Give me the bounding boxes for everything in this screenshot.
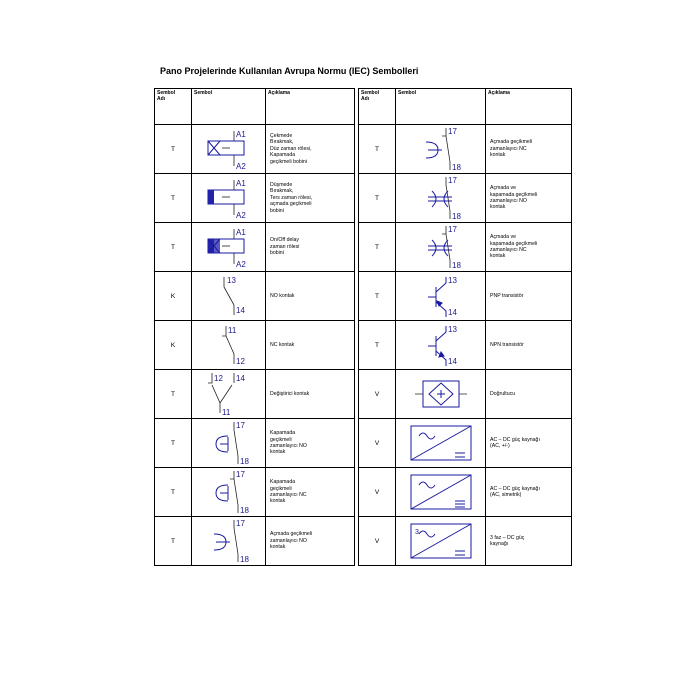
page-title: Pano Projelerinde Kullanılan Avrupa Normu (IEC) Sembolleri bbox=[160, 66, 419, 76]
delayed-open-no-icon bbox=[192, 518, 265, 564]
table-row bbox=[359, 321, 572, 370]
terminal-label: 17 bbox=[447, 127, 457, 136]
symbol-description: Kapamada geçikmeli zamanlayıcı NC kontak bbox=[266, 468, 355, 517]
symbol-cell bbox=[396, 419, 486, 468]
symbol-description: Açmada ve kapamada geçikmeli zamanlayıcı NO kontak bbox=[486, 174, 572, 223]
symbol-description: Açmada ve kapamada geçikmeli zamanlayıcı NC kontak bbox=[486, 223, 572, 272]
terminal-label: 14 bbox=[235, 306, 245, 315]
terminal-label: 17 bbox=[235, 470, 245, 479]
three-phase-dc-supply-icon bbox=[396, 518, 485, 564]
terminal-label: 14 bbox=[447, 308, 457, 317]
symbol-code: T bbox=[155, 370, 192, 419]
table-row bbox=[155, 321, 355, 370]
delayed-both-no-icon bbox=[396, 175, 485, 221]
symbol-code: K bbox=[155, 272, 192, 321]
svg-text:3: 3 bbox=[414, 529, 419, 536]
symbol-cell bbox=[192, 272, 266, 321]
ac-dc-supply-icon bbox=[396, 420, 485, 466]
terminal-label: 18 bbox=[239, 457, 249, 466]
terminal-label: 17 bbox=[447, 176, 457, 185]
symbol-code: T bbox=[359, 223, 396, 272]
symbol-code: T bbox=[155, 468, 192, 517]
terminal-label: A2 bbox=[235, 162, 246, 171]
symbol-description: Açmada geçikmeli zamanlayıcı NO kontak bbox=[266, 517, 355, 566]
terminal-label: 12 bbox=[213, 374, 223, 383]
symbol-description: AC – DC güç kaynağı (AC, +/-) bbox=[486, 419, 572, 468]
symbol-description: NPN transistör bbox=[486, 321, 572, 370]
delayed-close-no-icon bbox=[192, 420, 265, 466]
symbol-description: Değiştirici kontak bbox=[266, 370, 355, 419]
symbol-cell bbox=[192, 419, 266, 468]
symbol-description: NC kontak bbox=[266, 321, 355, 370]
terminal-label: 17 bbox=[235, 519, 245, 528]
terminal-label: 12 bbox=[235, 357, 245, 366]
delay-coil-both-fill-icon bbox=[192, 224, 265, 270]
npn-transistor-icon bbox=[396, 322, 485, 368]
symbol-cell bbox=[192, 517, 266, 566]
symbol-code: T bbox=[359, 174, 396, 223]
delayed-open-nc-icon bbox=[396, 126, 485, 172]
terminal-label: 11 bbox=[227, 326, 236, 335]
terminal-label: 17 bbox=[235, 421, 245, 430]
terminal-label: 13 bbox=[447, 276, 457, 285]
table-row bbox=[359, 370, 572, 419]
delay-coil-clear-icon bbox=[192, 126, 265, 172]
terminal-label: A2 bbox=[235, 211, 246, 220]
terminal-label: A2 bbox=[235, 260, 246, 269]
header-code: Sembol Adı bbox=[359, 89, 396, 125]
pnp-transistor-icon bbox=[396, 273, 485, 319]
rectifier-icon bbox=[396, 371, 485, 417]
header-symbol: Sembol bbox=[192, 89, 266, 125]
symbol-description: Kapamada geçikmeli zamanlayıcı NO kontak bbox=[266, 419, 355, 468]
terminal-label: 18 bbox=[451, 261, 461, 270]
terminal-label: 14 bbox=[235, 374, 245, 383]
symbol-table-left bbox=[154, 88, 355, 566]
terminal-label: 11 bbox=[221, 408, 230, 417]
symbol-description: PNP transistör bbox=[486, 272, 572, 321]
terminal-label: A1 bbox=[235, 130, 246, 139]
symbol-cell bbox=[192, 321, 266, 370]
table-row bbox=[155, 125, 355, 174]
symbol-code: K bbox=[155, 321, 192, 370]
terminal-label: 18 bbox=[239, 506, 249, 515]
delayed-close-nc-icon bbox=[192, 469, 265, 515]
symbol-table-right bbox=[358, 88, 572, 566]
symbol-description: NO kontak bbox=[266, 272, 355, 321]
ac-dc-supply-symmetric-icon bbox=[396, 469, 485, 515]
symbol-cell bbox=[192, 174, 266, 223]
terminal-label: 14 bbox=[447, 357, 457, 366]
delay-coil-left-fill-icon bbox=[192, 175, 265, 221]
symbol-code: T bbox=[359, 272, 396, 321]
symbol-cell bbox=[396, 517, 486, 566]
table-row bbox=[359, 272, 572, 321]
symbol-cell bbox=[396, 272, 486, 321]
header-desc: Açıklama bbox=[486, 89, 572, 125]
symbol-cell bbox=[396, 223, 486, 272]
table-row bbox=[359, 223, 572, 272]
symbol-description: Çekmede Bırakmak, Düz zaman rölesi, Kapamada geçikmeli bobini bbox=[266, 125, 355, 174]
terminal-label: 18 bbox=[451, 163, 461, 172]
symbol-description: Doğrultucu bbox=[486, 370, 572, 419]
symbol-description: Düşmede Bırakmak, Ters zaman rölesi, açmada geçikmeli bobini bbox=[266, 174, 355, 223]
delayed-both-nc-icon bbox=[396, 224, 485, 270]
symbol-code: V bbox=[359, 370, 396, 419]
symbol-cell bbox=[192, 125, 266, 174]
symbol-code: V bbox=[359, 419, 396, 468]
header-symbol: Sembol bbox=[396, 89, 486, 125]
header-code: Sembol Adı bbox=[155, 89, 192, 125]
table-row bbox=[155, 517, 355, 566]
symbol-code: T bbox=[359, 321, 396, 370]
symbol-description: AC – DC güç kaynağı (AC, simetrik) bbox=[486, 468, 572, 517]
terminal-label: A1 bbox=[235, 179, 246, 188]
terminal-label: 18 bbox=[451, 212, 461, 221]
header-desc: Açıklama bbox=[266, 89, 355, 125]
symbol-code: T bbox=[155, 223, 192, 272]
terminal-label: 13 bbox=[226, 276, 236, 285]
symbol-description: On/Off delay zaman rölesi bobini bbox=[266, 223, 355, 272]
symbol-cell bbox=[396, 468, 486, 517]
symbol-code: V bbox=[359, 468, 396, 517]
table-row bbox=[359, 174, 572, 223]
symbol-code: T bbox=[359, 125, 396, 174]
symbol-cell bbox=[396, 321, 486, 370]
symbol-cell bbox=[396, 125, 486, 174]
table-row bbox=[359, 517, 572, 566]
symbol-code: T bbox=[155, 419, 192, 468]
symbol-code: V bbox=[359, 517, 396, 566]
table-row bbox=[155, 223, 355, 272]
table-row bbox=[155, 174, 355, 223]
symbol-code: T bbox=[155, 517, 192, 566]
changeover-contact-icon bbox=[192, 371, 265, 417]
symbol-code: T bbox=[155, 125, 192, 174]
symbol-description: 3 faz – DC güç kaynağı bbox=[486, 517, 572, 566]
nc-contact-icon bbox=[192, 322, 265, 368]
table-row bbox=[155, 468, 355, 517]
symbol-code: T bbox=[155, 174, 192, 223]
table-row bbox=[359, 419, 572, 468]
symbol-cell bbox=[192, 468, 266, 517]
symbol-cell bbox=[192, 223, 266, 272]
symbol-cell bbox=[396, 370, 486, 419]
terminal-label: 17 bbox=[447, 225, 457, 234]
table-row bbox=[359, 125, 572, 174]
table-row bbox=[155, 419, 355, 468]
terminal-label: 18 bbox=[239, 555, 249, 564]
table-row bbox=[155, 272, 355, 321]
symbol-description: Açmada geçikmeli zamanlayıcı NC kontak bbox=[486, 125, 572, 174]
symbol-cell bbox=[192, 370, 266, 419]
terminal-label: 13 bbox=[447, 325, 457, 334]
table-row bbox=[155, 370, 355, 419]
no-contact-icon bbox=[192, 273, 265, 319]
symbol-cell bbox=[396, 174, 486, 223]
table-row bbox=[359, 468, 572, 517]
terminal-label: A1 bbox=[235, 228, 246, 237]
